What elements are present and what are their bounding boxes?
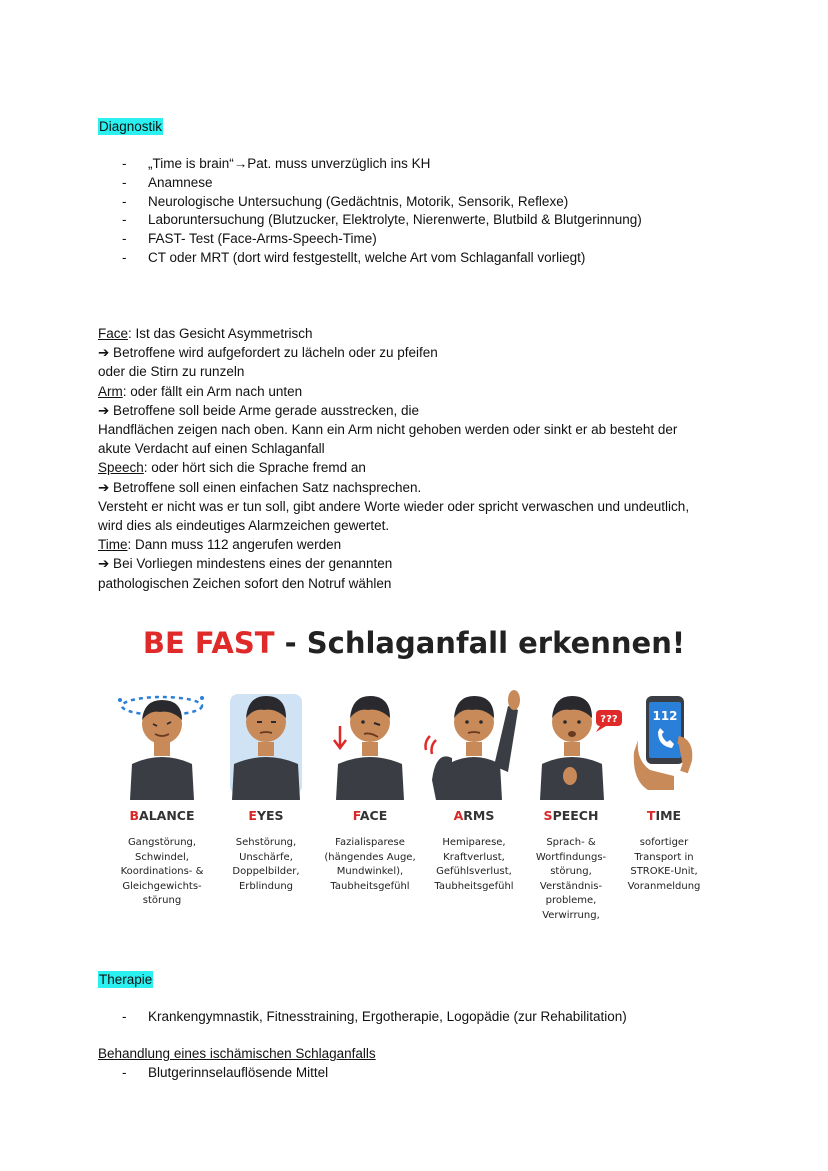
category-rest: PEECH <box>552 808 599 823</box>
category-initial: T <box>646 808 656 823</box>
diagnostik-heading-text: Diagnostik <box>99 119 163 134</box>
category-speech <box>519 808 623 823</box>
description-line: Taubheitsgefühl <box>330 880 410 892</box>
description-line: Gleichgewichts- <box>122 880 202 892</box>
phone-number-text: 112 <box>652 709 678 723</box>
face-line <box>98 324 689 343</box>
category-rest: IME <box>655 808 682 823</box>
arm-text: : oder fällt ein Arm nach unten <box>122 383 303 399</box>
list-item-text: Neurologische Untersuchung (Gedächtnis, Motorik, Sensorik, Reflexe) <box>148 194 569 209</box>
category-rest: RMS <box>463 808 495 823</box>
arm-term: Arm <box>98 383 123 399</box>
category-arms <box>422 808 526 823</box>
category-rest: ALANCE <box>139 808 195 823</box>
speech-line-3: wird dies als eindeutiges Alarmzeichen gewertet. <box>98 518 390 534</box>
time-term: Time <box>98 537 128 553</box>
arm-arrow-line: ➔ Betroffene soll beide Arme gerade ausstrecken, die <box>98 402 420 418</box>
description-line: Taubheitsgefühl <box>434 880 514 892</box>
speech-bubble-text: ??? <box>600 714 618 725</box>
description-line: Sprach- & <box>546 837 596 848</box>
description-line: Hemiparese, <box>442 837 506 848</box>
eyes-figure-icon <box>214 680 318 800</box>
description-line: Verwirrung, <box>542 909 600 921</box>
category-balance <box>110 808 214 823</box>
arm-line-3: akute Verdacht auf einen Schlaganfall <box>98 441 325 457</box>
category-eyes <box>214 808 318 823</box>
description-line: Mundwinkel), <box>336 866 404 877</box>
description-line: Wortfindungs- <box>535 851 607 863</box>
speech-arrow-line: ➔ Betroffene soll einen einfachen Satz nachsprechen. <box>98 479 422 495</box>
phone-112-icon <box>612 680 716 800</box>
description-line: Sehstörung, <box>235 837 297 848</box>
description-balance <box>110 836 214 909</box>
description-line: Gangstörung, <box>127 837 197 848</box>
speech-line <box>98 458 689 477</box>
description-line: Kraftverlust, <box>443 851 505 863</box>
description-speech <box>519 836 623 923</box>
list-item-text: Krankengymnastik, Fitnesstraining, Ergotherapie, Logopädie (zur Rehabilitation) <box>148 1009 627 1024</box>
description-line: Unschärfe, <box>239 851 293 863</box>
description-line: Erblindung <box>238 880 294 892</box>
face-term: Face <box>98 326 129 341</box>
face-figure-icon <box>318 680 422 800</box>
description-line: Voranmeldung <box>627 880 701 892</box>
description-line: Verständnis- <box>539 880 603 892</box>
time-arrow-line: ➔ Bei Vorliegen mindestens eines der genannten <box>98 556 393 572</box>
list-item-text: „Time is brain“→Pat. muss unverzüglich ins KH <box>148 156 431 171</box>
description-face <box>318 836 422 894</box>
diagnostik-heading <box>98 118 163 136</box>
description-line: Gefühlsverlust, <box>436 866 512 877</box>
befast-title <box>0 626 828 660</box>
time-line-2: pathologischen Zeichen sofort den Notruf wählen <box>98 575 392 591</box>
category-initial: B <box>129 808 140 823</box>
description-line: Doppelbilder, <box>232 866 300 877</box>
category-time <box>612 808 716 823</box>
arm-line-2: Handflächen zeigen nach oben. Kann ein Arm nicht gehoben werden oder sinkt er ab besteht der <box>98 422 678 438</box>
list-item-text: Laboruntersuchung (Blutzucker, Elektrolyte, Nierenwerte, Blutbild & Blutgerinnung) <box>148 212 642 227</box>
fast-description <box>98 324 689 593</box>
arm-line <box>98 382 689 401</box>
face-text: : Ist das Gesicht Asymmetrisch <box>128 326 313 341</box>
category-initial: F <box>352 808 360 823</box>
befast-title-red: BE FAST <box>142 626 275 660</box>
arms-figure-icon <box>422 680 526 800</box>
description-line: störung <box>142 895 182 906</box>
category-face <box>318 808 422 823</box>
list-item-text: CT oder MRT (dort wird festgestellt, welche Art vom Schlaganfall vorliegt) <box>148 250 586 265</box>
speech-text: : oder hört sich die Sprache fremd an <box>143 460 366 476</box>
balance-figure-icon <box>110 680 214 800</box>
category-rest: ACE <box>359 808 388 823</box>
befast-title-rest: - Schlaganfall erkennen! <box>274 626 686 660</box>
speech-term: Speech <box>98 460 144 476</box>
time-text: : Dann muss 112 angerufen werden <box>127 537 342 553</box>
description-line: (hängendes Auge, <box>324 851 416 863</box>
description-line: sofortiger <box>639 837 689 848</box>
description-line: störung, <box>550 866 592 877</box>
description-line: Koordinations- & <box>120 866 204 877</box>
list-item-text: Anamnese <box>148 175 213 190</box>
time-line <box>98 535 689 554</box>
category-initial: S <box>543 808 553 823</box>
description-line: Fazialisparese <box>335 837 405 848</box>
category-initial: E <box>248 808 257 823</box>
face-arrow-line: ➔ Betroffene wird aufgefordert zu lächeln oder zu pfeifen <box>98 345 438 361</box>
description-arms <box>422 836 526 894</box>
description-line: STROKE-Unit, <box>630 866 698 877</box>
description-line: probleme, <box>545 895 597 906</box>
ischaemisch-heading: Behandlung eines ischämischen Schlaganfalls <box>98 1046 376 1061</box>
category-rest: YES <box>256 808 284 823</box>
speech-line-2: Versteht er nicht was er tun soll, gibt andere Worte wieder oder spricht verwaschen und undeutlich, <box>98 498 690 514</box>
list-item-text: FAST- Test (Face-Arms-Speech-Time) <box>148 231 377 246</box>
description-line: Transport in <box>634 851 694 863</box>
face-line-2: oder die Stirn zu runzeln <box>98 364 245 380</box>
description-line: Schwindel, <box>135 851 189 863</box>
category-initial: A <box>453 808 464 823</box>
description-eyes <box>214 836 318 894</box>
therapie-heading-text: Therapie <box>99 972 153 987</box>
therapie-heading <box>98 971 153 989</box>
list-item-text: Blutgerinnselauflösende Mittel <box>148 1065 329 1080</box>
description-time <box>612 836 716 894</box>
